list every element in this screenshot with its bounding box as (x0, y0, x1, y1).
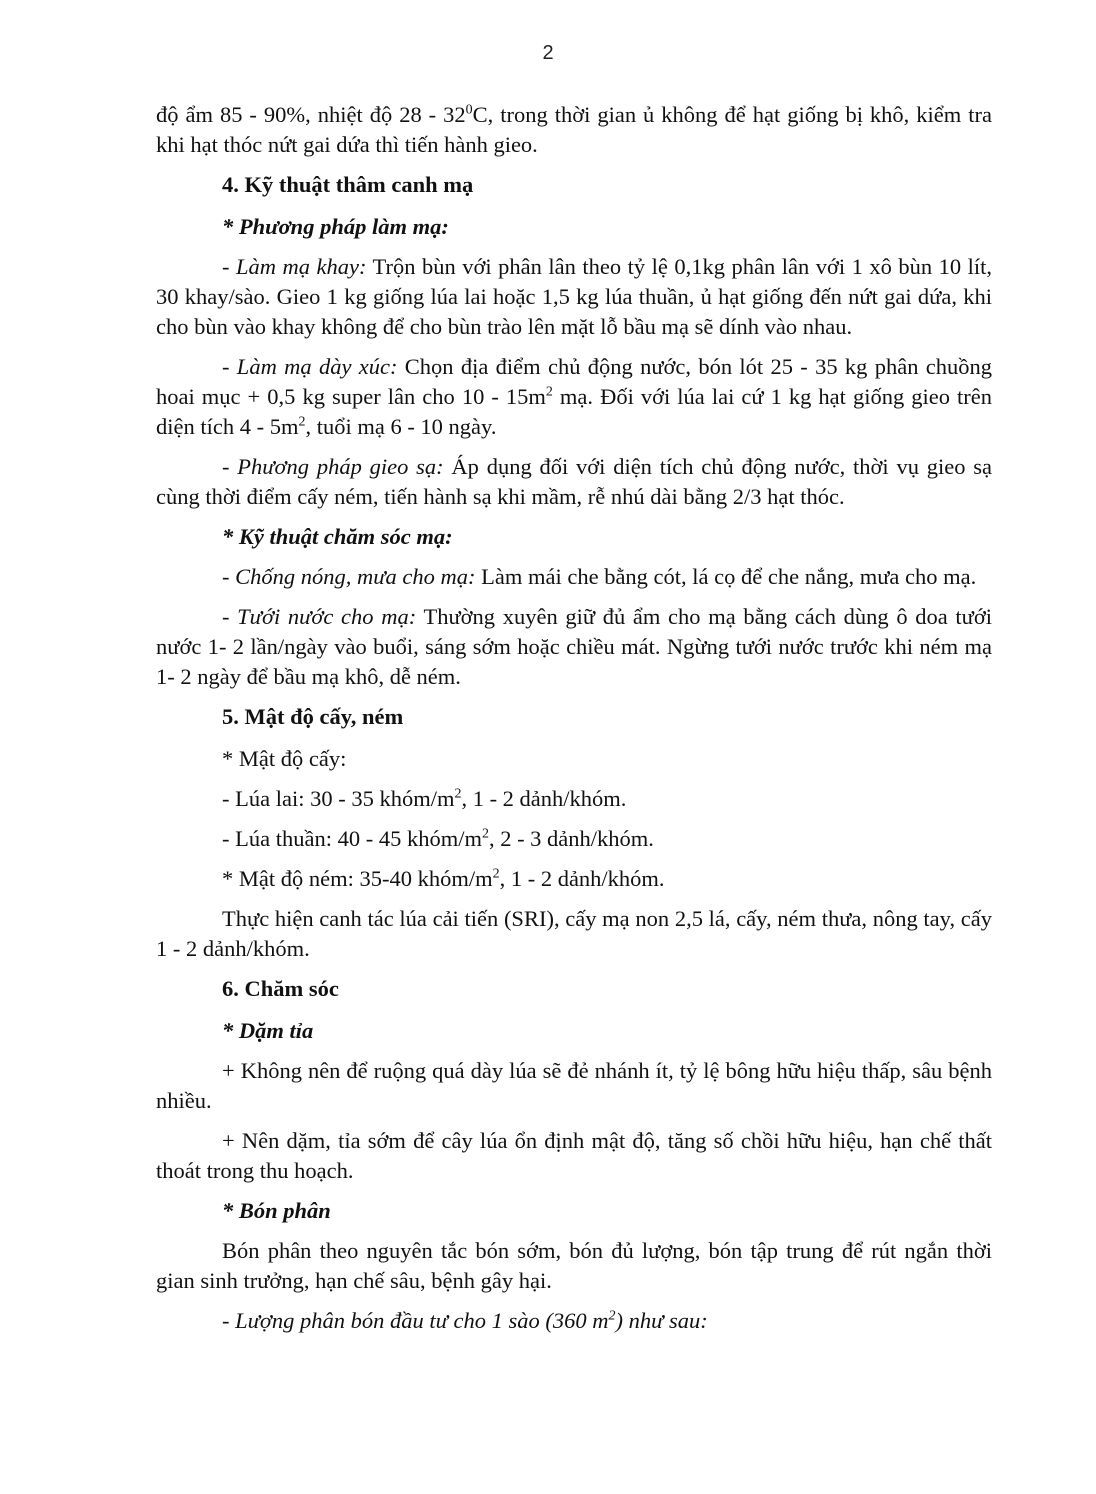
paragraph-direct-seeding: - Phương pháp gieo sạ: Áp dụng đối với diện tích chủ động nước, thời vụ gieo sạ cùng thời điểm cấy ném, tiến hành sạ khi mầm, rễ nhú dài bằng 2/3 hạt thóc. (156, 454, 992, 509)
line-pure-rice: - Lúa thuần: 40 - 45 khóm/$m^2$, 2 - 3 dảnh/khóm. (222, 826, 654, 851)
paragraph-watering: - Tưới nước cho mạ: Thường xuyên giữ đủ ẩm cho mạ bằng cách dùng ô doa tưới nước 1- 2 lần/ngày vào buổi, sáng sớm hoặc chiều mát. Ngừng tưới nước trước khi ném mạ 1- 2 ngày để bầu mạ khô, dễ ném. (156, 604, 992, 689)
paragraph-tray-seedling: - Làm mạ khay: Trộn bùn với phân lân theo tỷ lệ 0,1kg phân lân với 1 xô bùn 10 lít, 30 khay/sào. Gieo 1 kg giống lúa lai hoặc 1,5 kg lúa thuần, ủ hạt giống đến nứt gai dứa, khi cho bùn vào khay không để cho bùn trào lên mặt lỗ bầu mạ sẽ dính vào nhau. (156, 254, 992, 339)
heading-care: 6. Chăm sóc (222, 976, 339, 1001)
subheading-fertilizing: * Bón phân (222, 1198, 331, 1223)
paragraph-fertilizing: Bón phân theo nguyên tắc bón sớm, bón đủ lượng, bón tập trung để rút ngắn thời gian sinh trưởng, hạn chế sâu, bệnh gây hại. (156, 1238, 992, 1293)
paragraph-heat-rain-protection: - Chống nóng, mưa cho mạ: Làm mái che bằng cót, lá cọ để che nắng, mưa cho mạ. (222, 564, 977, 589)
paragraph-sri: Thực hiện canh tác lúa cải tiến (SRI), cấy mạ non 2,5 lá, cấy, ném thưa, nông tay, cấy 1 - 2 dảnh/khóm. (156, 906, 992, 961)
document-body (156, 100, 992, 1346)
subheading-thinning: * Dặm tỉa (222, 1018, 314, 1043)
subheading-seedling-method: * Phương pháp làm mạ: (222, 214, 449, 239)
paragraph-thinning-2: + Nên dặm, tỉa sớm để cây lúa ổn định mật độ, tăng số chồi hữu hiệu, hạn chế thất thoát trong thu hoạch. (156, 1128, 992, 1183)
line-hybrid-rice: - Lúa lai: 30 - 35 khóm/$m^2$, 1 - 2 dảnh/khóm. (222, 786, 627, 811)
line-throwing-density: * Mật độ ném: 35-40 khóm/$m^2$, 1 - 2 dảnh/khóm. (222, 866, 665, 891)
page-number: 2 (542, 42, 554, 64)
line-transplant-density: * Mật độ cấy: (222, 746, 347, 771)
paragraph-incubation: độ ẩm 85 - 90%, nhiệt độ $28 - 32^0C$, trong thời gian ủ không để hạt giống bị khô, kiểm tra khi hạt thóc nứt gai dứa thì tiến hành gieo. (156, 102, 992, 157)
heading-planting-density: 5. Mật độ cấy, ném (222, 704, 404, 729)
subheading-seedling-care: * Kỹ thuật chăm sóc mạ: (222, 524, 453, 549)
line-fertilizer-amount: - Lượng phân bón đầu tư cho 1 sào (360 $m^2$) như sau: (222, 1308, 708, 1333)
heading-seedling-technique: 4. Kỹ thuật thâm canh mạ (222, 172, 474, 197)
paragraph-thinning-1: + Không nên để ruộng quá dày lúa sẽ đẻ nhánh ít, tỷ lệ bông hữu hiệu thấp, sâu bệnh nhiều. (156, 1058, 992, 1113)
paragraph-dense-seedling: - Làm mạ dày xúc: Chọn địa điểm chủ động nước, bón lót 25 - 35 kg phân chuồng hoai mục + 0,5 kg super lân cho $10 - 15m^2$ mạ. Đối với lúa lai cứ 1 kg hạt giống gieo trên diện tích $4 - 5m^2$, tuổi mạ 6 - 10 ngày. (156, 354, 992, 439)
